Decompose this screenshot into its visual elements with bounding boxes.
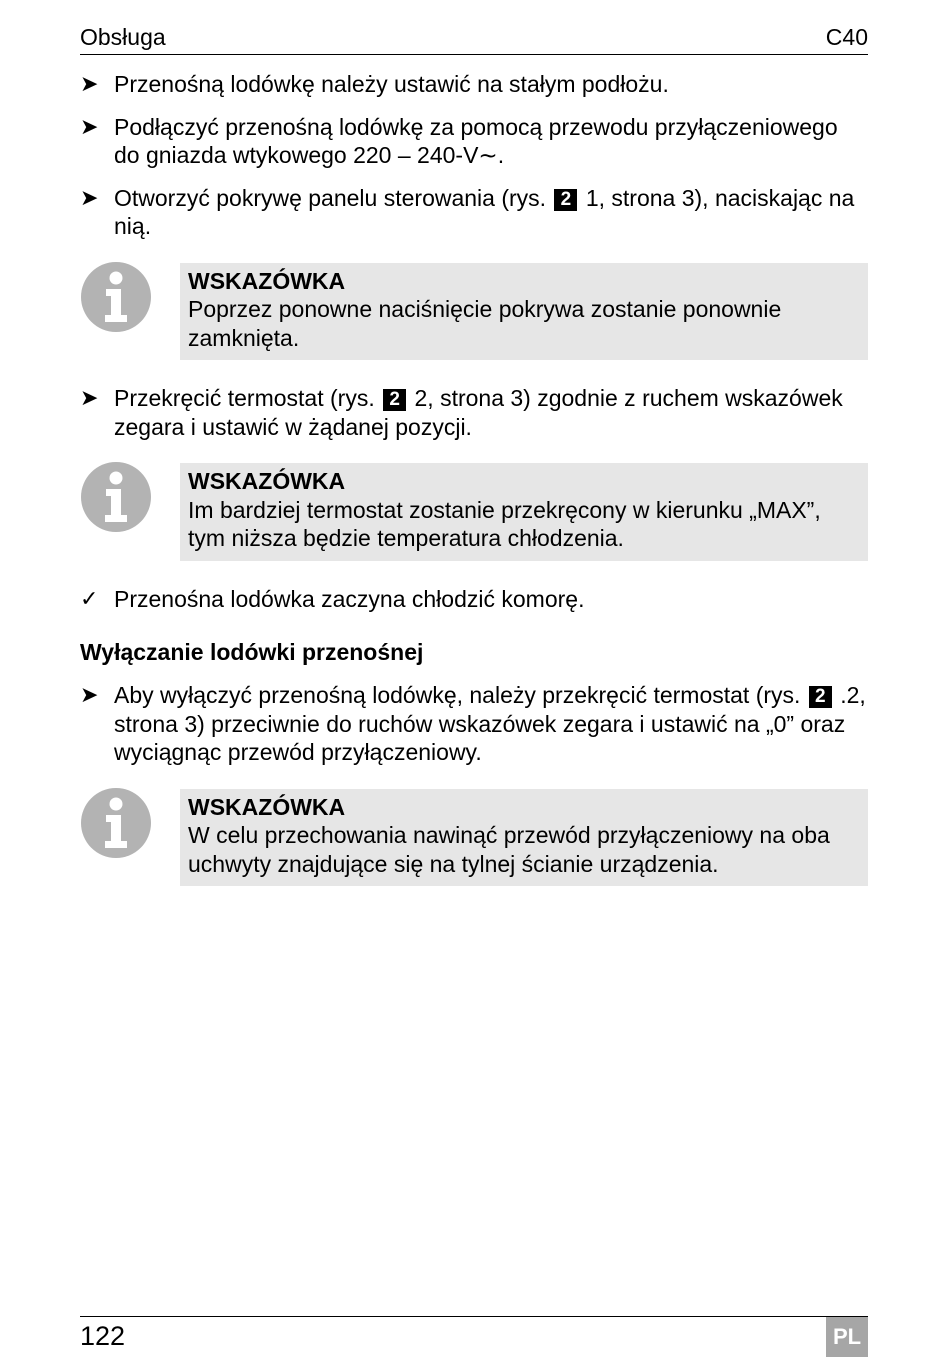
arrow-bullet-icon: ➤ <box>80 113 99 139</box>
header-model: C40 <box>825 24 868 50</box>
note-title: WSKAZÓWKA <box>188 793 346 820</box>
step-text <box>114 184 868 241</box>
note-title: WSKAZÓWKA <box>188 267 346 294</box>
step-item <box>80 384 868 441</box>
check-icon: ✓ <box>80 585 99 611</box>
note-title: WSKAZÓWKA <box>188 468 346 494</box>
info-icon <box>80 263 180 361</box>
step-item <box>80 681 868 767</box>
note-text: Poprzez ponowne naciśnięcie pokrywa zostanie ponownie zamknięta. <box>188 296 782 351</box>
note-block <box>80 263 868 361</box>
step-item <box>80 113 868 170</box>
note-box <box>180 789 868 887</box>
page-header <box>80 22 868 55</box>
page-number: 122 <box>80 1321 126 1351</box>
result-text: Przenośna lodówka zaczyna chłodzić komorę. <box>114 585 585 612</box>
step-text: Podłączyć przenośną lodówkę za pomocą przewodu przyłączeniowego do gniazda wtykowego 220 – 240-V∼. <box>114 113 838 168</box>
note-block <box>80 463 868 561</box>
figure-badge: 2 <box>554 189 577 211</box>
step-text-post: .2, strona 3) przeciwnie do ruchów wskazówek zegara i ustawić na „0” oraz wyciągnąc przewód przyłączeniowy. <box>114 682 866 765</box>
page-footer <box>80 1316 868 1357</box>
step-item <box>80 70 868 99</box>
step-text: Przenośną lodówkę należy ustawić na stałym podłożu. <box>114 71 669 97</box>
note-box <box>180 263 868 361</box>
info-icon <box>80 789 180 887</box>
section-heading: Wyłączanie lodówki przenośnej <box>80 639 424 665</box>
figure-badge: 2 <box>383 389 406 411</box>
step-item <box>80 184 868 241</box>
note-block <box>80 789 868 887</box>
arrow-bullet-icon: ➤ <box>80 71 99 96</box>
result-item <box>80 585 868 614</box>
step-text-pre: Aby wyłączyć przenośną lodówkę, należy przekręcić termostat (rys. <box>114 682 801 708</box>
step-text <box>114 384 868 441</box>
step-text <box>114 681 868 767</box>
arrow-bullet-icon: ➤ <box>80 682 99 707</box>
step-text-pre: Otworzyć pokrywę panelu sterowania (rys. <box>114 184 547 211</box>
arrow-bullet-icon: ➤ <box>80 184 99 210</box>
note-text: W celu przechowania nawinąć przewód przyłączeniowy na oba uchwyty znajdujące się na tylnej ścianie urządzenia. <box>188 822 830 877</box>
step-text-post: 2, strona 3) zgodnie z ruchem wskazówek zegara i ustawić w żądanej pozycji. <box>114 385 843 440</box>
info-icon <box>80 463 180 561</box>
arrow-bullet-icon: ➤ <box>80 385 99 410</box>
figure-badge: 2 <box>809 686 832 708</box>
step-text-pre: Przekręcić termostat (rys. <box>114 385 375 411</box>
language-badge: PL <box>826 1317 868 1357</box>
note-text: Im bardziej termostat zostanie przekręcony w kierunku „MAX”, tym niższa będzie temperatura chłodzenia. <box>188 496 821 551</box>
step-text-post: 1, strona 3), naciskając na nią. <box>114 184 855 239</box>
page-content <box>80 70 868 910</box>
header-section: Obsługa <box>80 24 166 50</box>
note-box <box>180 463 868 561</box>
